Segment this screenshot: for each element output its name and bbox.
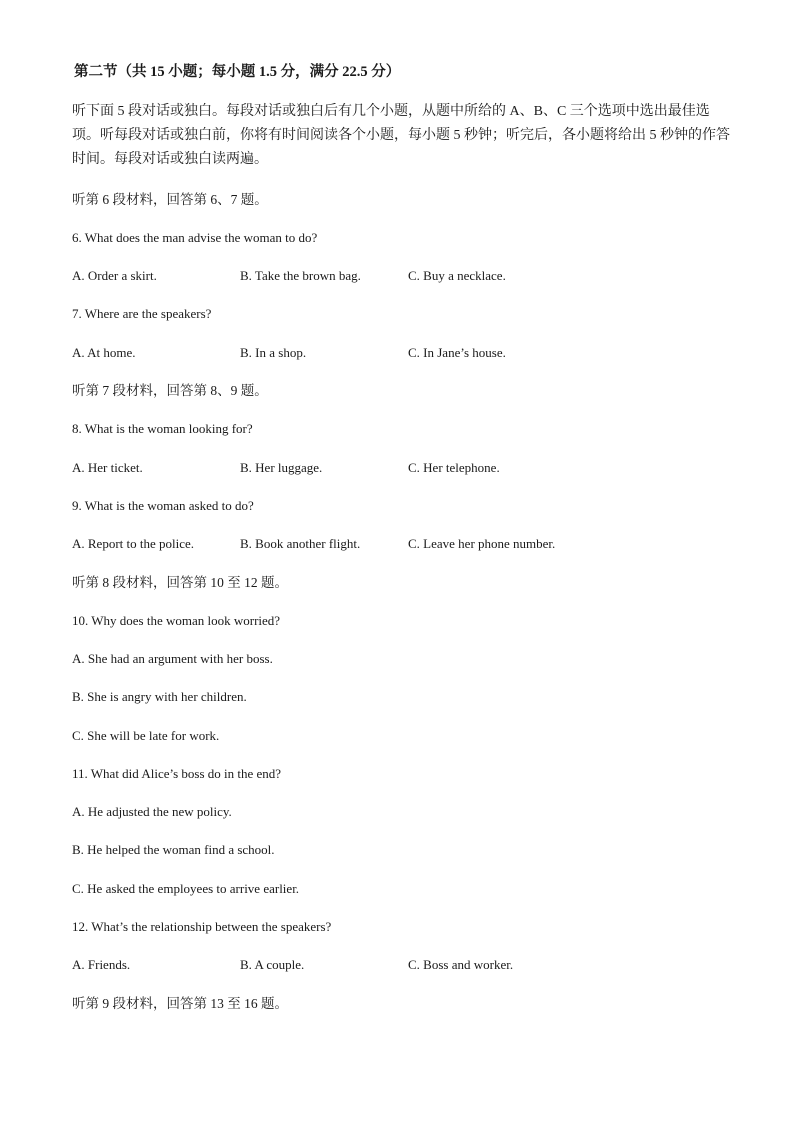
question-8-option-b: B. Her luggage.: [240, 460, 323, 475]
question-10-option-c: C. She will be late for work.: [72, 728, 220, 743]
question-6-option-a: A. Order a skirt.: [72, 268, 157, 283]
section-instructions: 听下面 5 段对话或独白。每段对话或独白后有几个小题，从题中所给的 A、B、C 三个选项中选出最佳选项。听每段对话或独白前，你将有时间阅读各个小题，每小题 5 秒钟；听完后，各小题将给出 5 秒钟的作答时间。每段对话或独白读两遍。: [72, 104, 730, 167]
question-7-stem: 7. Where are the speakers?: [72, 306, 212, 321]
question-12-option-b: B. A couple.: [240, 957, 305, 972]
question-12-stem: 12. What’s the relationship between the speakers?: [72, 919, 332, 934]
question-9-option-c: C. Leave her phone number.: [408, 536, 556, 551]
question-7-option-c: C. In Jane’s house.: [408, 345, 506, 360]
question-10-stem: 10. Why does the woman look worried?: [72, 613, 281, 628]
question-10-option-b: B. She is angry with her children.: [72, 689, 247, 704]
group-label-13-16: 听第 9 段材料，回答第 13 至 16 题。: [72, 996, 288, 1011]
question-8-option-a: A. Her ticket.: [72, 460, 143, 475]
question-6-option-b: B. Take the brown bag.: [240, 268, 361, 283]
question-7-option-a: A. At home.: [72, 345, 136, 360]
question-12-option-a: A. Friends.: [72, 957, 131, 972]
question-8-option-c: C. Her telephone.: [408, 460, 500, 475]
question-9-option-a: A. Report to the police.: [72, 536, 195, 551]
question-7-option-b: B. In a shop.: [240, 345, 307, 360]
question-6-stem: 6. What does the man advise the woman to do?: [72, 230, 318, 245]
question-8-stem: 8. What is the woman looking for?: [72, 421, 253, 436]
group-label-10-12: 听第 8 段材料，回答第 10 至 12 题。: [72, 575, 288, 590]
question-12-option-c: C. Boss and worker.: [408, 957, 514, 972]
section-heading: 第二节（共 15 小题；每小题 1.5 分，满分 22.5 分）: [74, 64, 401, 80]
question-11-stem: 11. What did Alice’s boss do in the end?: [72, 766, 282, 781]
group-label-6-7: 听第 6 段材料，回答第 6、7 题。: [72, 192, 268, 207]
question-11-option-a: A. He adjusted the new policy.: [72, 804, 232, 819]
question-6-option-c: C. Buy a necklace.: [408, 268, 506, 283]
question-11-option-c: C. He asked the employees to arrive earlier.: [72, 881, 300, 896]
question-9-stem: 9. What is the woman asked to do?: [72, 498, 254, 513]
question-10-option-a: A. She had an argument with her boss.: [72, 651, 273, 666]
question-9-option-b: B. Book another flight.: [240, 536, 361, 551]
group-label-8-9: 听第 7 段材料，回答第 8、9 题。: [72, 383, 268, 398]
question-11-option-b: B. He helped the woman find a school.: [72, 842, 275, 857]
